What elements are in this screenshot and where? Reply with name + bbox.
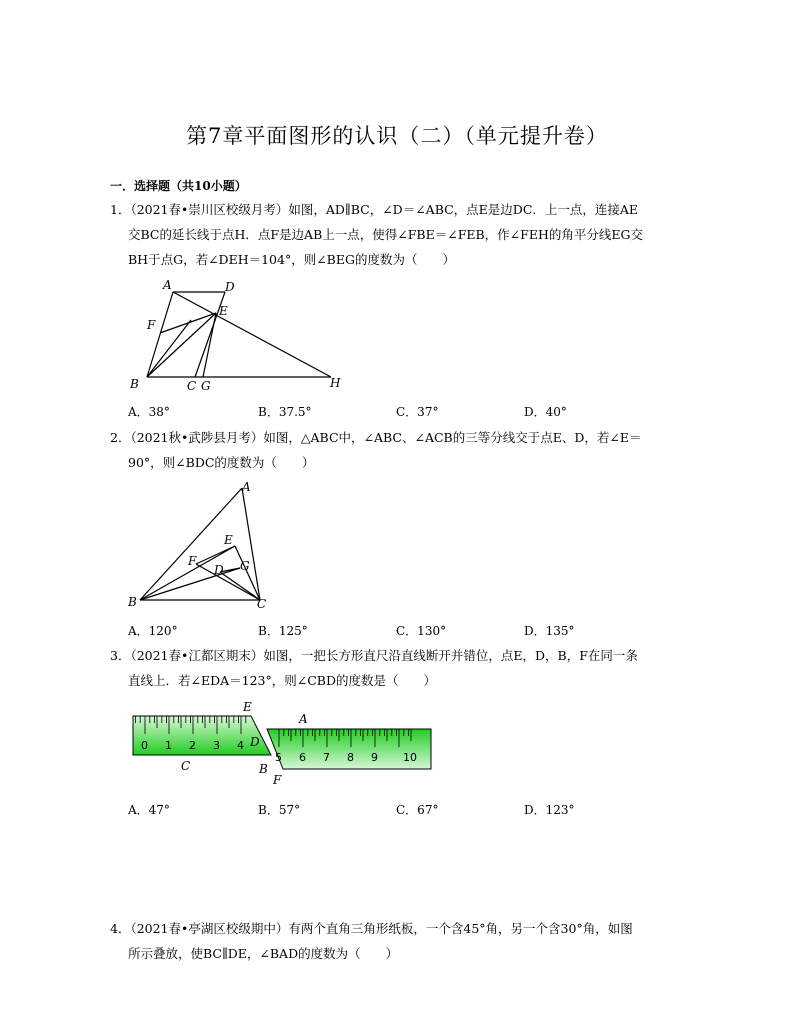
fig2-label-g: G xyxy=(240,559,250,573)
fig3-label-e: E xyxy=(243,700,252,714)
ruler-number-1: 1 xyxy=(165,739,172,752)
question-2-option-c[interactable]: C．130° xyxy=(396,624,447,638)
question-4 xyxy=(110,916,690,966)
ruler-number-8: 8 xyxy=(347,751,354,764)
fig3-label-c: C xyxy=(181,759,191,773)
fig3-label-a: A xyxy=(299,712,308,726)
question-2-line-1: （2021秋•武陟县月考）如图，△ABC中，∠ABC、∠ACB的三等分线交于点E、D，若∠E＝ xyxy=(130,430,642,445)
fig2-label-f: F xyxy=(188,554,197,568)
fig2-label-a: A xyxy=(242,480,251,494)
question-1-line-3: BH于点G，若∠DEH＝104°，则∠BEG的度数为（ ） xyxy=(128,252,455,267)
fig1-label-g: G xyxy=(201,379,211,393)
question-2 xyxy=(110,425,690,475)
ruler-number-6: 6 xyxy=(299,751,306,764)
question-2-option-b[interactable]: B．125° xyxy=(258,624,308,638)
question-3-option-a[interactable]: A．47° xyxy=(128,803,170,817)
question-4-line-2: 所示叠放，使BC∥DE，∠BAD的度数为（ ） xyxy=(128,946,399,961)
question-1 xyxy=(110,197,690,272)
fig1-label-c: C xyxy=(187,379,197,393)
question-1-number: 1． xyxy=(110,202,131,217)
question-3 xyxy=(110,643,690,693)
question-4-line-1: （2021春•亭湖区校级期中）有两个直角三角形纸板，一个含45°角，另一个含30°角，如图 xyxy=(130,921,633,936)
section-heading: 一．选择题（共10小题） xyxy=(110,179,247,193)
fig1-label-e: E xyxy=(219,304,228,318)
question-2-number: 2． xyxy=(110,430,131,445)
fig2-label-e: E xyxy=(224,533,233,547)
page-title: 第7章平面图形的认识（二）（单元提升卷） xyxy=(186,124,608,148)
question-1-option-a[interactable]: A．38° xyxy=(128,405,170,419)
ruler-number-5: 5 xyxy=(275,751,282,764)
ruler-number-0: 0 xyxy=(141,739,148,752)
question-1-figure xyxy=(125,275,355,395)
ruler-number-2: 2 xyxy=(189,739,196,752)
question-1-option-c[interactable]: C．37° xyxy=(396,405,439,419)
question-2-line-2: 90°，则∠BDC的度数为（ ） xyxy=(128,455,315,470)
question-2-option-d[interactable]: D．135° xyxy=(524,624,575,638)
ruler-number-4: 4 xyxy=(237,739,244,752)
question-1-line-1: （2021春•崇川区校级月考）如图，AD∥BC，∠D＝∠ABC，点E是边DC．上一点，连接AE xyxy=(130,202,639,217)
ruler-number-7: 7 xyxy=(323,751,330,764)
fig3-label-f: F xyxy=(273,773,282,787)
fig1-label-a: A xyxy=(163,278,172,292)
question-1-line-2: 交BC的延长线于点H．点F是边AB上一点，使得∠FBE＝∠FEB，作∠FEH的角平分线EG交 xyxy=(128,227,643,242)
question-3-option-b[interactable]: B．57° xyxy=(258,803,301,817)
fig1-label-d: D xyxy=(225,280,235,294)
ruler-number-10: 10 xyxy=(403,751,417,764)
fig1-label-h: H xyxy=(330,376,341,390)
question-1-option-d[interactable]: D．40° xyxy=(524,405,567,419)
ruler-number-3: 3 xyxy=(213,739,220,752)
question-2-figure xyxy=(120,478,280,613)
question-2-option-a[interactable]: A．120° xyxy=(128,624,178,638)
fig1-label-b: B xyxy=(130,377,139,391)
question-3-line-2: 直线上．若∠EDA＝123°，则∠CBD的度数是（ ） xyxy=(128,673,437,688)
fig2-label-b: B xyxy=(128,595,137,609)
question-3-number: 3． xyxy=(110,648,131,663)
fig2-label-d: D xyxy=(214,563,224,577)
question-3-figure xyxy=(125,698,445,790)
fig3-label-d: D xyxy=(250,735,260,749)
question-4-number: 4． xyxy=(110,921,131,936)
fig3-label-b: B xyxy=(259,762,268,776)
question-3-line-1: （2021春•江都区期末）如图，一把长方形直尺沿直线断开并错位，点E，D，B，F在同一条 xyxy=(130,648,638,663)
question-3-option-d[interactable]: D．123° xyxy=(524,803,575,817)
fig2-label-c: C xyxy=(257,597,267,611)
fig1-label-f: F xyxy=(147,318,156,332)
question-3-option-c[interactable]: C．67° xyxy=(396,803,439,817)
question-1-option-b[interactable]: B．37.5° xyxy=(258,405,312,419)
ruler-number-9: 9 xyxy=(371,751,378,764)
